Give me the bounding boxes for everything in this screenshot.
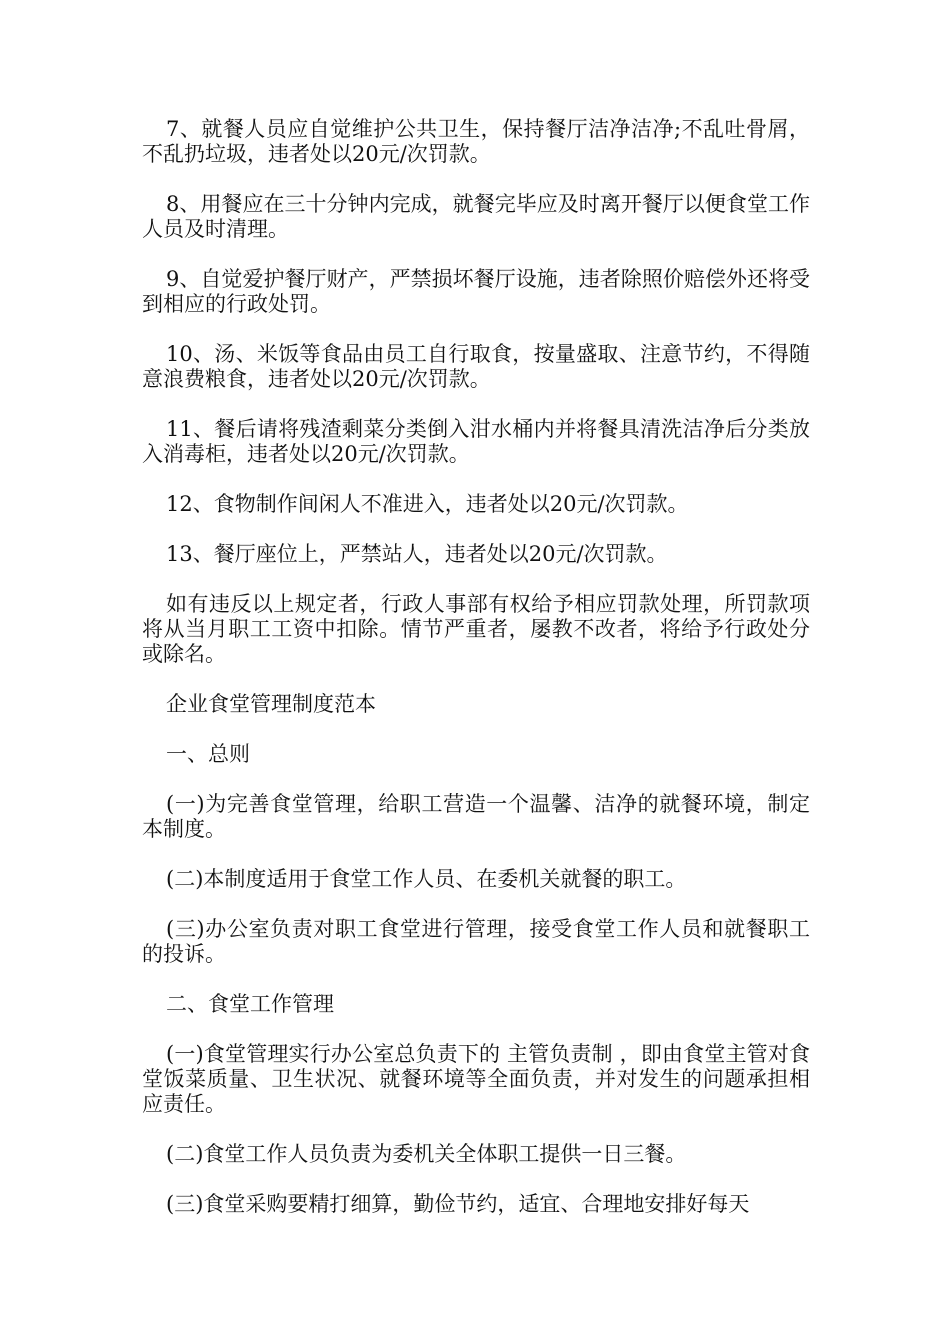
paragraph-work-3: (三)食堂采购要精打细算，勤俭节约，适宜、合理地安排好每天 bbox=[166, 1192, 750, 1216]
paragraph-rule-8: 8、用餐应在三十分钟内完成，就餐完毕应及时离开餐厅以便食堂工作人员及时清理。 bbox=[142, 192, 810, 241]
document-body bbox=[142, 117, 810, 1242]
paragraph-rule-13: 13、餐厅座位上，严禁站人，违者处以20元/次罚款。 bbox=[166, 542, 668, 566]
paragraph-general-3: (三)办公室负责对职工食堂进行管理，接受食堂工作人员和就餐职工的投诉。 bbox=[142, 917, 810, 966]
paragraph-rule-9: 9、自觉爱护餐厅财产，严禁损坏餐厅设施，违者除照价赔偿外还将受到相应的行政处罚。 bbox=[142, 267, 810, 316]
paragraph-work-2: (二)食堂工作人员负责为委机关全体职工提供一日三餐。 bbox=[166, 1142, 687, 1166]
paragraph-general-2: (二)本制度适用于食堂工作人员、在委机关就餐的职工。 bbox=[166, 867, 687, 891]
paragraph-rule-10: 10、汤、米饭等食品由员工自行取食，按量盛取、注意节约，不得随意浪费粮食，违者处以20元/次罚款。 bbox=[142, 342, 810, 391]
paragraph-rule-11: 11、餐后请将残渣剩菜分类倒入泔水桶内并将餐具清洗洁净后分类放入消毒柜，违者处以20元/次罚款。 bbox=[142, 417, 810, 466]
paragraph-penalty-note: 如有违反以上规定者，行政人事部有权给予相应罚款处理，所罚款项将从当月职工工资中扣除。情节严重者，屡教不改者，将给予行政处分或除名。 bbox=[142, 592, 810, 666]
paragraph-rule-7: 7、就餐人员应自觉维护公共卫生，保持餐厅洁净洁净;不乱吐骨屑，不乱扔垃圾，违者处以20元/次罚款。 bbox=[142, 117, 810, 166]
paragraph-work-1: (一)食堂管理实行办公室总负责下的 主管负责制 ，即由食堂主管对食堂饭菜质量、卫生状况、就餐环境等全面负责，并对发生的问题承担相应责任。 bbox=[142, 1042, 810, 1116]
paragraph-general-1: (一)为完善食堂管理，给职工营造一个温馨、洁净的就餐环境，制定本制度。 bbox=[142, 792, 810, 841]
heading-canteen-work-management: 二、食堂工作管理 bbox=[166, 992, 334, 1016]
section-title: 企业食堂管理制度范本 bbox=[166, 692, 376, 716]
paragraph-rule-12: 12、食物制作间闲人不准进入，违者处以20元/次罚款。 bbox=[166, 492, 689, 516]
heading-general-provisions: 一、总则 bbox=[166, 742, 250, 766]
